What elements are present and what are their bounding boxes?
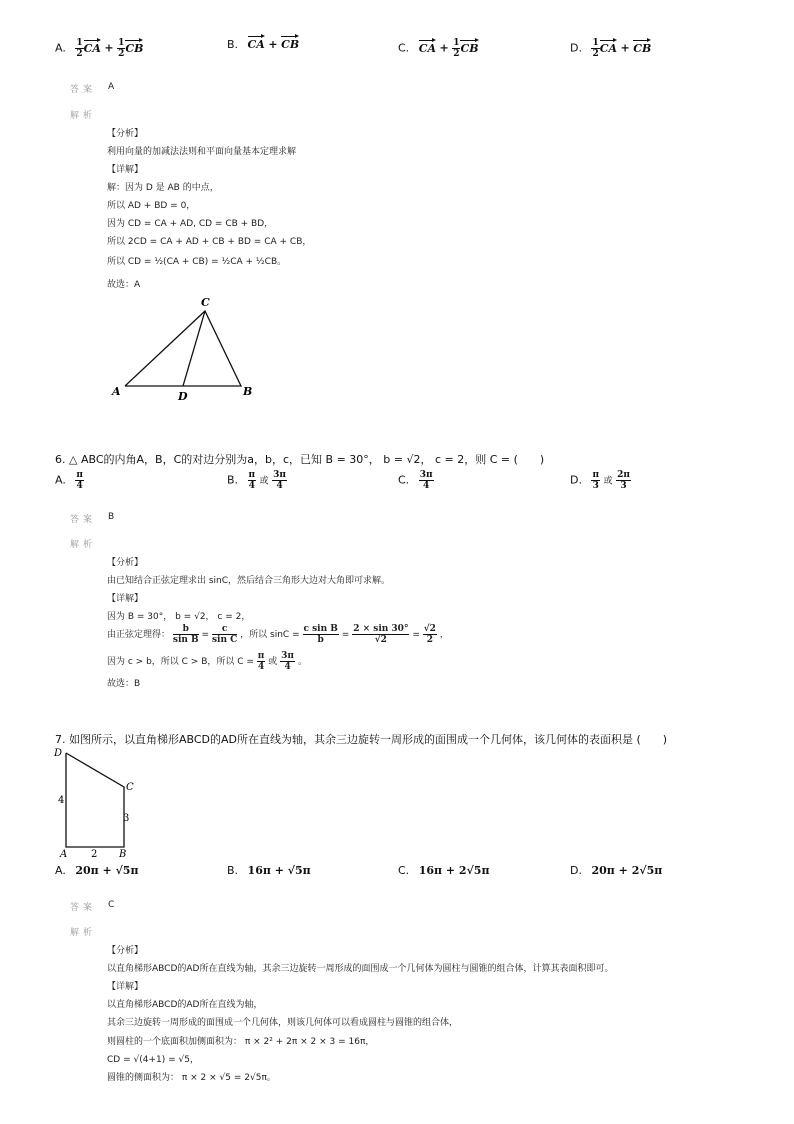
q6-line-3: 因为 c > b，所以 C > B，所以 C = $\frac{\pi}{4}$ 或 $\frac{3\pi}{4}$ 。	[107, 651, 307, 672]
q7-analysis-label: 解析	[70, 928, 97, 938]
fraction: $\frac{1}{2}$	[118, 38, 125, 59]
q6-option-a[interactable]: A. $\frac{\pi}{4}$	[55, 470, 83, 491]
label-d: D	[178, 390, 188, 403]
fraction: $\frac{3\pi}{4}$	[273, 470, 287, 491]
q7-answer-label: 答案	[70, 903, 97, 913]
q5-option-b[interactable]: B. CA + CB	[227, 38, 300, 51]
q7-option-a[interactable]: A. 20π + √5π	[55, 864, 139, 877]
label-b: B	[119, 849, 127, 860]
fraction: $\frac{1}{2}$	[76, 38, 83, 59]
fraction: $\frac{\pi}{3}$	[592, 470, 600, 491]
fraction: $\frac{\pi}{4}$	[257, 651, 265, 672]
q5-triangle-figure	[105, 292, 265, 407]
q5-options	[0, 38, 794, 58]
q7-fenxi-text: 以直角梯形ABCD的AD所在直线为轴，其余三边旋转一周形成的面围成一个几何体为圆柱与圆锥的组合体，计算其表面积即可。	[107, 964, 614, 974]
fraction: $\frac{2\pi}{3}$	[617, 470, 630, 491]
q7-option-c[interactable]: C. 16π + 2√5π	[398, 864, 490, 877]
q6-xiangjie-heading: 【详解】	[107, 594, 144, 604]
q6-option-c[interactable]: C. $\frac{3\pi}{4}$	[398, 470, 433, 491]
q6-analysis-label: 解析	[70, 540, 97, 550]
q5-answer-label: 答案	[70, 85, 97, 95]
vector: CB	[633, 41, 652, 55]
q7-answer-value: C	[108, 900, 115, 910]
label-a: A	[60, 849, 68, 860]
q6-line-1: 因为 B = 30°， b = √2， c = 2，	[107, 612, 251, 622]
label-c: C	[126, 782, 134, 793]
q6-option-b[interactable]: B. $\frac{\pi}{4}$ 或 $\frac{3\pi}{4}$	[227, 470, 287, 491]
q6-answer-value: B	[108, 512, 115, 522]
label-side-bc: 3	[123, 813, 130, 824]
fraction: $\frac{2 \times \sin 30^\circ}{√2}$	[353, 624, 409, 645]
q6-answer-label: 答案	[70, 515, 97, 525]
label-side-ab: 2	[91, 849, 98, 860]
fraction: $\frac{1}{2}$	[592, 38, 599, 59]
q7-options	[0, 864, 794, 884]
q5-xiangjie-heading: 【详解】	[107, 165, 144, 175]
fraction: $\frac{\text{c sin B}}{b}$	[303, 624, 338, 645]
vector: CA	[247, 38, 265, 51]
vector: CA	[83, 41, 101, 55]
q7-option-d[interactable]: D. 20π + 2√5π	[570, 864, 663, 877]
label-side-ad: 4	[58, 795, 65, 806]
fraction: $\frac{\pi}{4}$	[248, 470, 256, 491]
q5-fenxi-text: 利用向量的加减法法则和平面向量基本定理求解	[107, 147, 297, 157]
q6-line-2: 由正弦定理得： $\frac{b}{\text{sin B}}$ = $\frac{c}{\text{sin C}}$ ，所以 sinC = $\frac{\text{c sin B}}{b}$ = $\frac{2 \times \sin 30^\circ}{√2}$ = $\frac{√2}{2}$ ，	[107, 624, 449, 645]
q6-fenxi-text: 由已知结合正弦定理求出 sinC，然后结合三角形大边对大角即可求解。	[107, 576, 391, 586]
q5-analysis-label: 解析	[70, 111, 97, 121]
q7-line-5: 圆锥的侧面积为： π × 2 × √5 = 2√5π。	[107, 1073, 276, 1083]
q5-line-2: 所以 AD + BD = 0，	[107, 201, 196, 211]
label-b: B	[243, 385, 253, 398]
vector: CB	[460, 41, 479, 55]
q7-option-b[interactable]: B. 16π + √5π	[227, 864, 311, 877]
q5-answer-value: A	[108, 82, 115, 92]
q7-xiangjie-heading: 【详解】	[107, 982, 144, 992]
q5-option-c[interactable]: C. CA + $\frac{1}{2}$ CB	[398, 38, 479, 59]
label-a: A	[112, 385, 121, 398]
q6-conclusion: 故选：B	[107, 679, 141, 689]
q6-stem: 6. △ ABC的内角A，B，C的对边分别为a，b，c，已知 B = 30°， b = √2， c = 2，则 C = ( )	[55, 453, 545, 466]
median-cd	[183, 311, 205, 386]
fraction: $\frac{1}{2}$	[453, 38, 460, 59]
q7-trapezoid-figure	[50, 744, 150, 862]
fraction: $\frac{\pi}{4}$	[76, 470, 83, 491]
fraction: $\frac{b}{\text{sin B}}$	[172, 624, 199, 645]
q5-line-5: 所以 CD = ½(CA + CB) = ½CA + ½CB。	[107, 257, 287, 267]
fraction: $\frac{3\pi}{4}$	[419, 470, 433, 491]
fraction: $\frac{c}{\text{sin C}}$	[211, 624, 238, 645]
q7-line-4: CD = √(4+1) = √5，	[107, 1055, 199, 1065]
q7-line-1: 以直角梯形ABCD的AD所在直线为轴，	[107, 1000, 263, 1010]
q6-fenxi-heading: 【分析】	[107, 558, 144, 568]
label-d: D	[54, 748, 63, 759]
fraction: $\frac{3\pi}{4}$	[281, 651, 295, 672]
q7-line-3: 则圆柱的一个底面积加侧面积为： π × 2² + 2π × 2 × 3 = 16π，	[107, 1037, 375, 1047]
vector: CA	[599, 41, 618, 55]
q7-fenxi-heading: 【分析】	[107, 946, 144, 956]
q5-conclusion: 故选：A	[107, 280, 141, 290]
fraction: $\frac{√2}{2}$	[423, 624, 436, 645]
q5-option-a[interactable]: A. $\frac{1}{2}$ CA + $\frac{1}{2}$ CB	[55, 38, 144, 59]
vector: CA	[418, 41, 436, 55]
q5-line-3: 因为 CD = CA + AD, CD = CB + BD，	[107, 219, 274, 229]
triangle-outline	[125, 311, 241, 386]
q6-option-d[interactable]: D. $\frac{\pi}{3}$ 或 $\frac{2\pi}{3}$	[570, 470, 630, 491]
q5-line-1: 解：因为 D 是 AB 的中点，	[107, 183, 219, 193]
trapezoid-outline	[66, 753, 124, 847]
q5-option-d[interactable]: D. $\frac{1}{2}$ CA + CB	[570, 38, 652, 59]
q7-stem: 7. 如图所示，以直角梯形ABCD的AD所在直线为轴，其余三边旋转一周形成的面围成一个几何体，该几何体的表面积是 ( )	[55, 733, 668, 746]
q7-line-2: 其余三边旋转一周形成的面围成一个几何体，则该几何体可以看成圆柱与圆锥的组合体，	[107, 1018, 459, 1028]
q6-options	[0, 470, 794, 490]
vector: CB	[281, 38, 300, 51]
vector: CB	[125, 41, 144, 55]
q5-fenxi-heading: 【分析】	[107, 129, 144, 139]
label-c: C	[201, 296, 210, 309]
q5-line-4: 所以 2CD = CA + AD + CB + BD = CA + CB，	[107, 237, 312, 247]
